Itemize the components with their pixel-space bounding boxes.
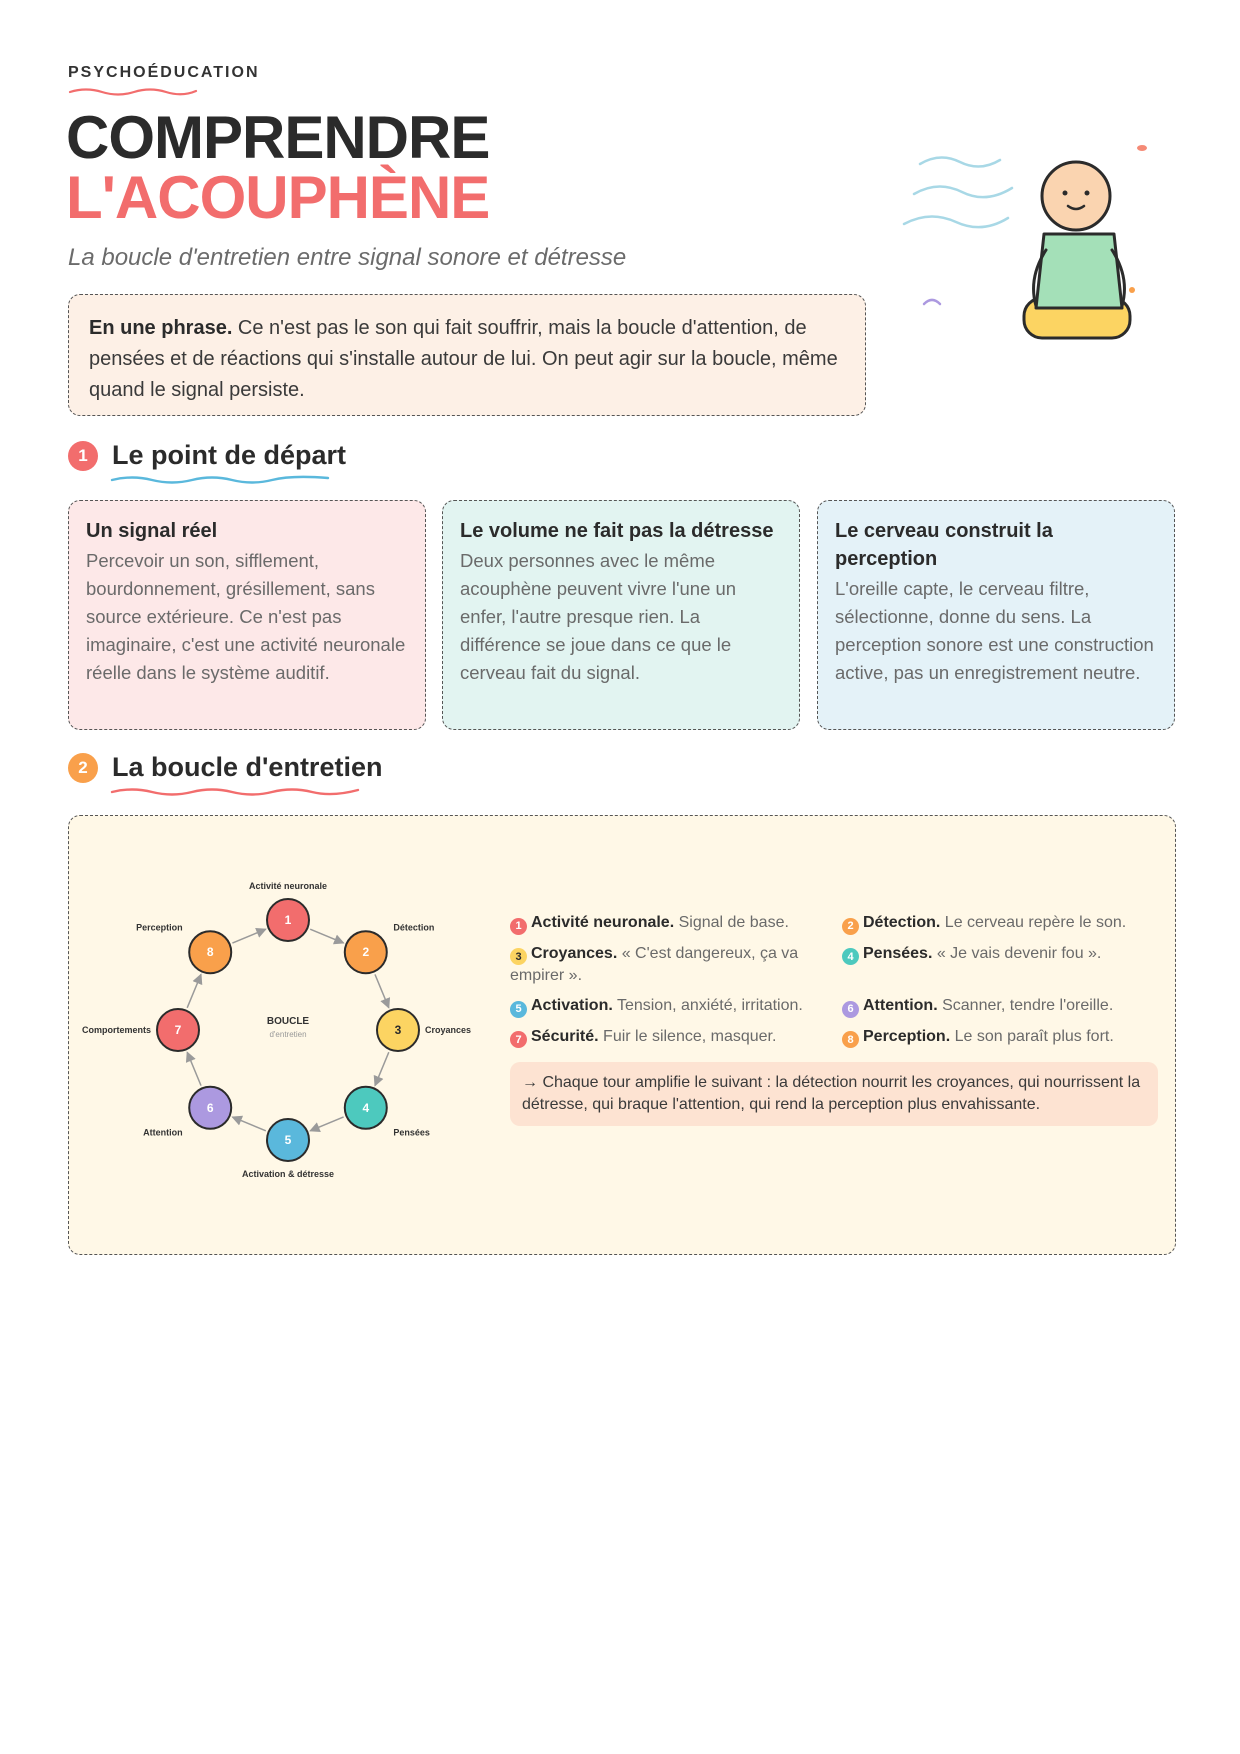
section-1-heading xyxy=(68,440,346,471)
loop-arrow xyxy=(232,1117,265,1131)
section-2-number-badge: 2 xyxy=(68,753,98,783)
summary-box xyxy=(68,294,866,416)
card-body: L'oreille capte, le cerveau filtre, sélectionne, donne du sens. La perception sonore est une construction active, pas un enregistrement neutre. xyxy=(835,578,1154,683)
loop-node-label: Attention xyxy=(143,1127,183,1138)
loop-node-number: 4 xyxy=(362,1100,370,1115)
loop-node-number: 2 xyxy=(362,945,370,960)
loop-node-number: 3 xyxy=(394,1023,402,1037)
loop-arrow xyxy=(310,1117,343,1131)
page-title xyxy=(66,104,490,231)
card-signal-reel xyxy=(68,500,426,730)
legend-item-2 xyxy=(842,912,1160,935)
loop-legend xyxy=(510,912,1160,1126)
legend-description: Le son paraît plus fort. xyxy=(950,1027,1114,1045)
legend-item-7 xyxy=(510,1026,842,1049)
loop-node-number: 5 xyxy=(284,1133,292,1147)
summary-text: Ce n'est pas le son qui fait souffrir, mais la boucle d'attention, de pensées et de réactions qui s'installe autour de lui. On peut agir sur la boucle, même quand le signal persiste. xyxy=(89,317,838,401)
legend-number-badge: 5 xyxy=(510,1001,527,1018)
loop-arrow xyxy=(375,974,389,1007)
legend-number-badge: 6 xyxy=(842,1001,859,1018)
loop-diagram xyxy=(68,870,508,1190)
section-2-title: La boucle d'entretien xyxy=(112,752,383,782)
section-1-number-badge: 1 xyxy=(68,441,98,471)
legend-grid xyxy=(510,912,1160,1048)
legend-term: Pensées. xyxy=(863,944,933,962)
loop-arrow xyxy=(310,929,343,943)
card-title: Un signal réel xyxy=(86,520,218,542)
section-2-squiggle xyxy=(110,786,360,796)
legend-number-badge: 1 xyxy=(510,918,527,935)
card-cerveau-perception xyxy=(817,500,1175,730)
card-title: Le volume ne fait pas la détresse xyxy=(460,520,774,542)
meditating-person-illustration xyxy=(900,138,1170,348)
loop-center-title: BOUCLE xyxy=(266,1016,310,1027)
loop-callout: → Chaque tour amplifie le suivant : la détection nourrit les croyances, qui nourrissent la détresse, qui braque l'attention, qui rend la perception plus envahissante. xyxy=(510,1062,1158,1126)
loop-node-number: 1 xyxy=(284,913,292,927)
loop-center-subtitle: d'entretien xyxy=(269,1030,307,1039)
card-body: Deux personnes avec le même acouphène peuvent vivre l'une un enfer, l'autre presque rien. La différence se joue dans ce que le cerveau fait du signal. xyxy=(460,550,737,683)
legend-term: Détection. xyxy=(863,914,941,931)
section-2-heading xyxy=(68,752,382,783)
page-subtitle: La boucle d'entretien entre signal sonore et détresse xyxy=(68,244,627,271)
legend-description: Signal de base. xyxy=(674,914,789,931)
legend-number-badge: 7 xyxy=(510,1031,527,1048)
loop-node-label: Détection xyxy=(393,922,435,933)
loop-node-number: 8 xyxy=(206,945,214,960)
card-body: Percevoir un son, sifflement, bourdonnement, grésillement, sans source extérieure. Ce n'est pas imaginaire, c'est une activité neuronale réelle dans le système auditif. xyxy=(86,550,406,683)
legend-description: « Je vais devenir fou ». xyxy=(932,944,1102,962)
loop-node-label: Activation & détresse xyxy=(241,1169,335,1179)
legend-number-badge: 3 xyxy=(510,948,527,965)
loop-arrow xyxy=(187,1052,201,1085)
legend-item-6 xyxy=(842,995,1160,1018)
loop-node-label: Pensées xyxy=(393,1127,430,1138)
legend-description: « C'est dangereux, ça va empirer ». xyxy=(510,944,799,984)
loop-node-number: 6 xyxy=(206,1100,214,1115)
loop-arrow xyxy=(375,1052,389,1085)
loop-node-label: Activité neuronale xyxy=(248,881,328,891)
legend-description: Le cerveau repère le son. xyxy=(940,914,1127,931)
summary-lead: En une phrase. xyxy=(89,317,233,339)
title-line-1: COMPRENDRE xyxy=(66,104,490,171)
legend-term: Sécurité. xyxy=(531,1027,599,1045)
legend-description: Scanner, tendre l'oreille. xyxy=(937,997,1114,1014)
card-volume-detresse xyxy=(442,500,800,730)
legend-term: Attention. xyxy=(863,997,938,1014)
legend-item-8 xyxy=(842,1026,1160,1049)
loop-node-label: Comportements xyxy=(81,1025,151,1035)
legend-item-1 xyxy=(510,912,842,935)
loop-node-number: 7 xyxy=(174,1023,182,1037)
legend-term: Perception. xyxy=(863,1027,951,1045)
loop-arrow xyxy=(187,974,201,1007)
legend-description: Tension, anxiété, irritation. xyxy=(612,997,803,1014)
eyebrow-squiggle xyxy=(68,86,198,96)
loop-node-label: Croyances xyxy=(425,1025,472,1035)
loop-arrow xyxy=(232,929,265,943)
eyebrow-label: PSYCHOÉDUCATION xyxy=(68,64,260,81)
legend-item-3 xyxy=(510,943,842,988)
legend-number-badge: 2 xyxy=(842,918,859,935)
section-1-title: Le point de départ xyxy=(112,440,347,470)
title-line-2: L'ACOUPHÈNE xyxy=(66,164,490,231)
section-1-squiggle xyxy=(110,474,330,484)
legend-number-badge: 4 xyxy=(842,948,859,965)
legend-number-badge: 8 xyxy=(842,1031,859,1048)
legend-description: Fuir le silence, masquer. xyxy=(598,1027,777,1045)
card-title: Le cerveau construit la perception xyxy=(835,520,1053,570)
legend-term: Activité neuronale. xyxy=(531,914,675,931)
legend-term: Croyances. xyxy=(531,944,618,962)
legend-term: Activation. xyxy=(531,997,613,1014)
legend-item-5 xyxy=(510,995,842,1018)
legend-item-4 xyxy=(842,943,1160,988)
loop-node-label: Perception xyxy=(136,922,183,933)
